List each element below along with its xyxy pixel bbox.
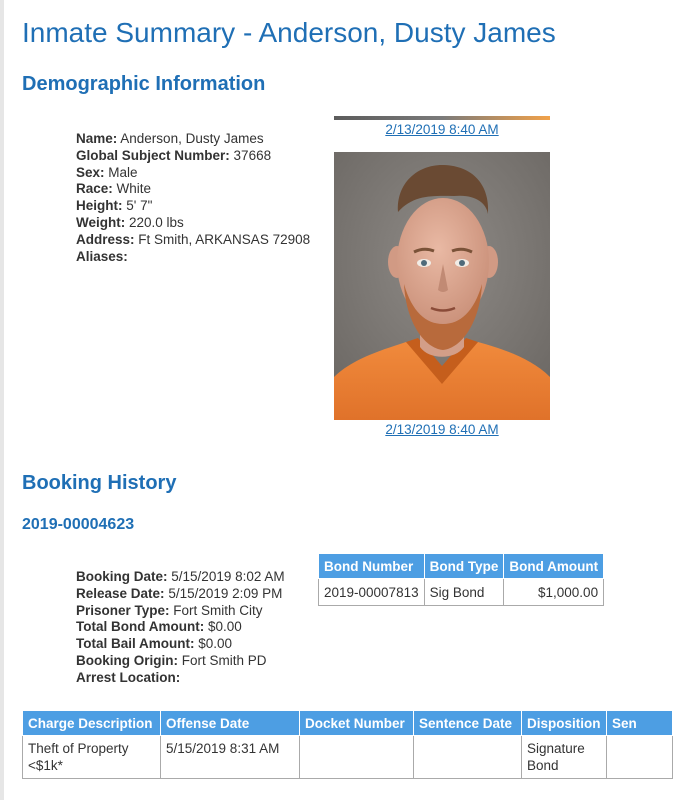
info-row-address — [76, 232, 310, 249]
field-label: Prisoner Type: — [76, 602, 170, 618]
table-row — [23, 736, 673, 779]
field-label: Weight: — [76, 214, 126, 230]
field-value: Male — [108, 164, 138, 180]
field-value: Ft Smith, ARKANSAS 72908 — [138, 231, 311, 247]
info-row-booking-date — [76, 569, 285, 586]
mugshot-photo — [334, 152, 550, 420]
field-value: $0.00 — [207, 619, 242, 635]
charge-description-cell: Theft of Property <$1k* — [23, 736, 161, 779]
page-title: Inmate Summary - Anderson, Dusty James — [22, 17, 556, 48]
bond-table-header-row — [319, 554, 604, 579]
info-row-prisoner-type — [76, 603, 285, 620]
info-row-weight — [76, 215, 310, 232]
column-header-sentence-date[interactable]: Sentence Date — [414, 711, 522, 736]
bond-table — [318, 553, 604, 606]
column-header-disposition[interactable]: Disposition — [522, 711, 607, 736]
photo-date-link-top[interactable]: 2/13/2019 8:40 AM — [385, 122, 499, 137]
info-row-total-bond-amount — [76, 619, 285, 636]
field-value: White — [116, 181, 152, 197]
field-value: 220.0 lbs — [129, 214, 184, 230]
info-row-name — [76, 131, 310, 148]
booking-history-title: Booking History — [22, 472, 177, 494]
field-value: 5/15/2019 2:09 PM — [168, 585, 283, 601]
info-row-release-date — [76, 586, 285, 603]
info-row-booking-origin — [76, 653, 285, 670]
column-header-charge-description[interactable]: Charge Description — [23, 711, 161, 736]
demographic-info — [76, 131, 310, 265]
field-label: Name: — [76, 131, 118, 146]
field-label: Booking Origin: — [76, 652, 178, 668]
docket-number-cell — [300, 736, 414, 779]
column-header-bond-type[interactable]: Bond Type — [424, 554, 504, 579]
field-value: $0.00 — [198, 636, 233, 652]
column-header-bond-number[interactable]: Bond Number — [319, 554, 425, 579]
disposition-cell: Signature Bond — [522, 736, 607, 779]
offense-date-cell: 5/15/2019 8:31 AM — [161, 736, 300, 779]
info-row-aliases — [76, 249, 310, 266]
field-label: Address: — [76, 231, 135, 247]
field-value: Anderson, Dusty James — [120, 131, 264, 146]
info-row-global-subject-number — [76, 148, 310, 165]
info-row-height — [76, 198, 310, 215]
field-label: Global Subject Number: — [76, 147, 230, 163]
info-row-race — [76, 181, 310, 198]
bond-number-cell: 2019-00007813 — [319, 579, 425, 606]
info-row-sex — [76, 165, 310, 182]
field-label: Sex: — [76, 164, 105, 180]
booking-info — [76, 569, 285, 687]
mugshot-image — [334, 152, 550, 420]
table-row — [319, 579, 604, 606]
field-label: Race: — [76, 181, 113, 197]
field-label: Release Date: — [76, 585, 165, 601]
field-label: Arrest Location: — [76, 669, 181, 685]
column-header-bond-amount[interactable]: Bond Amount — [504, 554, 604, 579]
demographic-section-title: Demographic Information — [22, 73, 266, 95]
bond-type-cell: Sig Bond — [424, 579, 504, 606]
info-row-arrest-location — [76, 670, 285, 687]
photo-header-bar — [334, 116, 550, 120]
column-header-offense-date[interactable]: Offense Date — [161, 711, 300, 736]
field-value: 5/15/2019 8:02 AM — [171, 569, 285, 584]
bond-amount-cell: $1,000.00 — [504, 579, 604, 606]
info-row-total-bail-amount — [76, 636, 285, 653]
page-left-border — [0, 0, 4, 800]
sentence-cell — [607, 736, 673, 779]
column-header-docket-number[interactable]: Docket Number — [300, 711, 414, 736]
field-label: Total Bond Amount: — [76, 619, 205, 635]
field-label: Aliases: — [76, 248, 128, 264]
charge-table-container[interactable] — [22, 710, 637, 800]
field-label: Total Bail Amount: — [76, 636, 195, 652]
photo-date-link-bottom[interactable]: 2/13/2019 8:40 AM — [385, 422, 499, 437]
field-value: Fort Smith PD — [181, 652, 267, 668]
charge-table — [22, 710, 673, 779]
field-value: Fort Smith City — [173, 602, 263, 618]
field-label: Booking Date: — [76, 569, 168, 584]
field-label: Height: — [76, 198, 123, 214]
charge-table-header-row — [23, 711, 673, 736]
sentence-date-cell — [414, 736, 522, 779]
field-value: 37668 — [233, 147, 272, 163]
field-value: 5' 7" — [126, 198, 153, 214]
booking-number: 2019-00004623 — [22, 516, 135, 533]
column-header-sentence[interactable]: Sen — [607, 711, 673, 736]
